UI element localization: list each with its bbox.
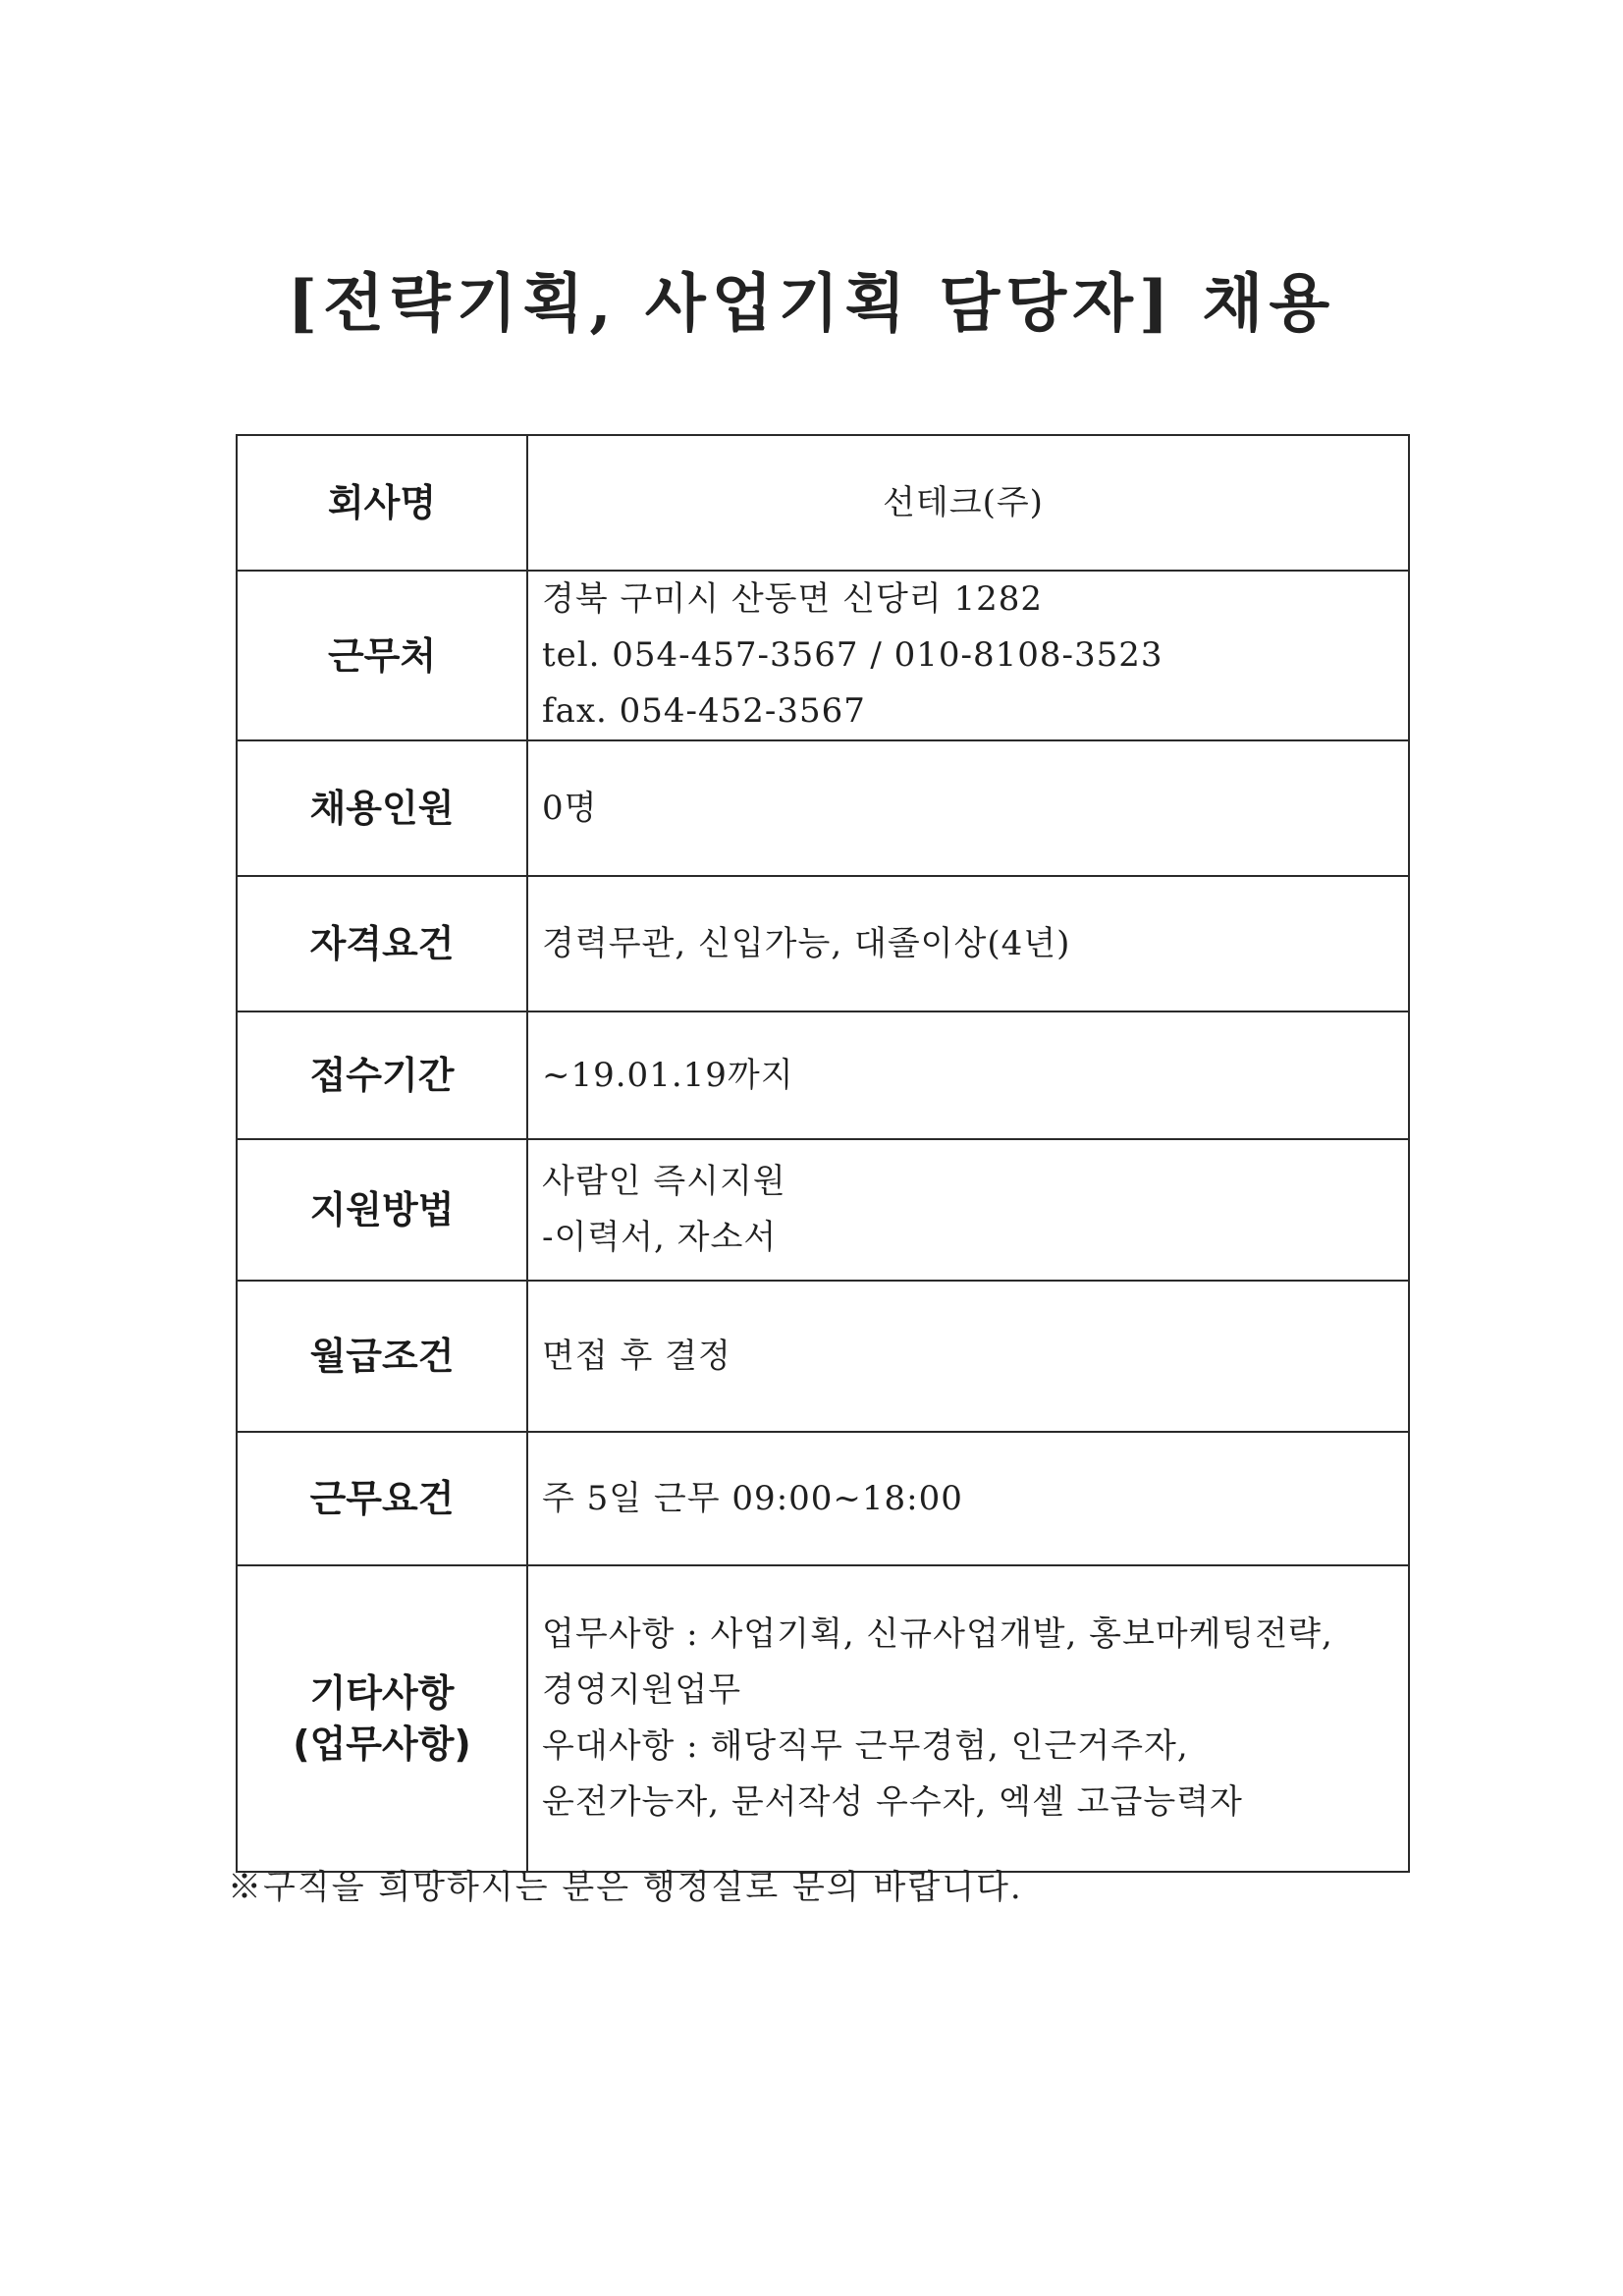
label-other — [237, 1565, 527, 1872]
value-line: 면접 후 결정 — [542, 1336, 731, 1376]
value-headcount — [527, 740, 1409, 876]
value-company-name — [527, 435, 1409, 571]
label-workplace: 근무처 — [237, 571, 527, 740]
label-work-conditions: 근무요건 — [237, 1432, 527, 1565]
value-line: 0명 — [542, 788, 598, 828]
document-title: [전략기획, 사업기획 담당자] 채용 — [287, 267, 1336, 341]
value-salary — [527, 1281, 1409, 1432]
label-line: (업무사항) — [293, 1722, 471, 1766]
value-other — [527, 1565, 1409, 1872]
label-application-method: 지원방법 — [237, 1139, 527, 1281]
label-company-name: 회사명 — [237, 435, 527, 571]
value-line-fax: fax. 054-452-3567 — [542, 691, 866, 731]
table-row-company — [237, 435, 1409, 571]
table-row-work-conditions — [237, 1432, 1409, 1565]
table-row-headcount — [237, 740, 1409, 876]
label-application-period: 접수기간 — [237, 1011, 527, 1139]
footnote: ※구직을 희망하시는 분은 행정실로 문의 바랍니다. — [228, 1868, 1023, 1907]
value-line: 선테크(주) — [883, 482, 1044, 522]
value-line: 업무사항 : 사업기획, 신규사업개발, 홍보마케팅전략, — [542, 1614, 1333, 1654]
label-headcount: 채용인원 — [237, 740, 527, 876]
value-line: 사람인 즉시지원 — [542, 1162, 786, 1201]
table-row-salary — [237, 1281, 1409, 1432]
table-row-workplace — [237, 571, 1409, 740]
table-row-application-method — [237, 1139, 1409, 1281]
label-line: 기타사항 — [309, 1671, 455, 1715]
value-line: 운전가능자, 문서작성 우수자, 엑셀 고급능력자 — [542, 1782, 1243, 1822]
value-workplace — [527, 571, 1409, 740]
value-line: 경력무관, 신입가능, 대졸이상(4년) — [542, 923, 1071, 963]
value-line-tel: tel. 054-457-3567 / 010-8108-3523 — [542, 635, 1163, 675]
value-line: ~19.01.19까지 — [542, 1055, 794, 1095]
value-work-conditions — [527, 1432, 1409, 1565]
value-line: 주 5일 근무 09:00~18:00 — [542, 1478, 963, 1518]
value-line: 우대사항 : 해당직무 근무경험, 인근거주자, — [542, 1726, 1189, 1766]
value-qualification — [527, 876, 1409, 1011]
label-salary: 월급조건 — [237, 1281, 527, 1432]
job-info-table — [236, 434, 1410, 1873]
table-row-other — [237, 1565, 1409, 1872]
value-application-method — [527, 1139, 1409, 1281]
label-qualification: 자격요건 — [237, 876, 527, 1011]
value-line-address: 경북 구미시 산동면 신당리 1282 — [542, 579, 1044, 619]
table-row-application-period — [237, 1011, 1409, 1139]
value-line: -이력서, 자소서 — [542, 1218, 778, 1257]
value-application-period — [527, 1011, 1409, 1139]
value-line: 경영지원업무 — [542, 1670, 742, 1710]
table-row-qualification — [237, 876, 1409, 1011]
